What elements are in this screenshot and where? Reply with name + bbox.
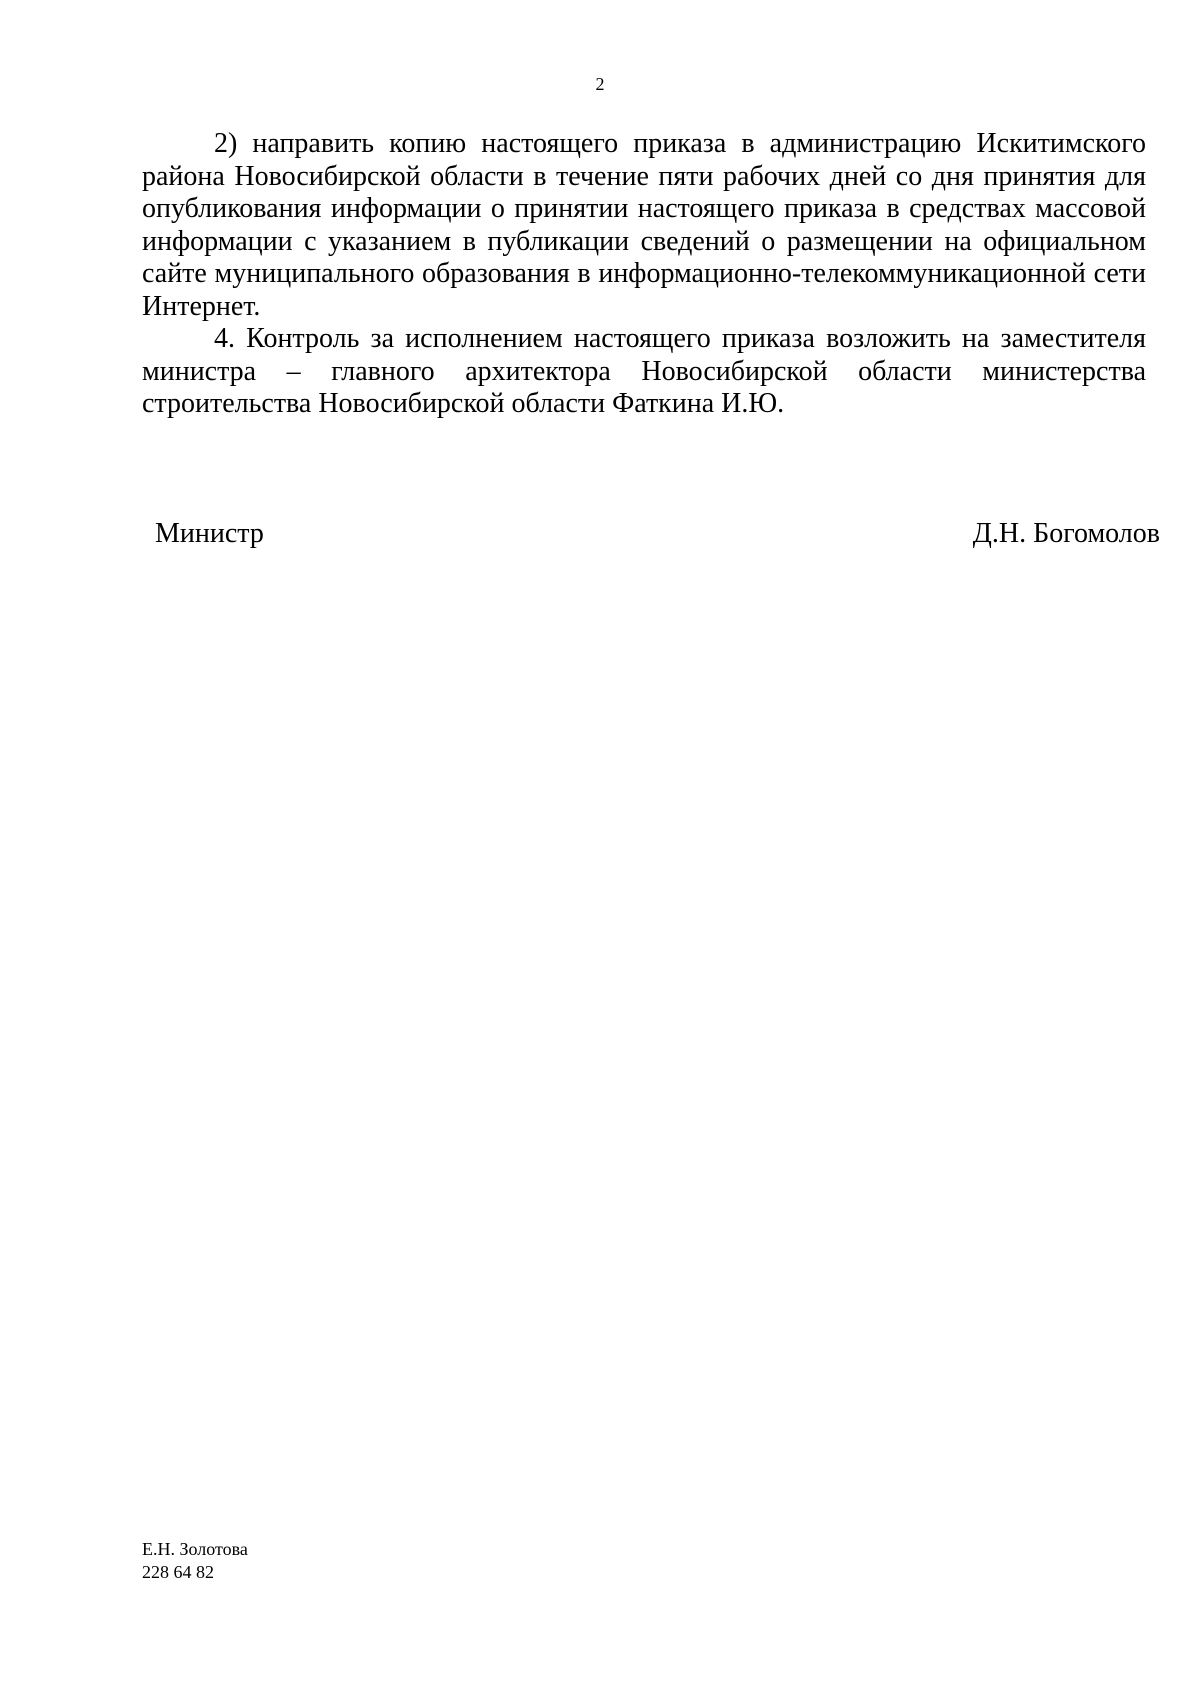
page-number: 2 — [595, 74, 605, 94]
paragraph-item-2: 2) направить копию настоящего приказа в администрацию Искитимского района Новосибирской области в течение пяти рабочих дней со дня принятия для опубликования информации о принятии настоящего приказа в средствах массовой информации с указанием в публикации сведений о размещении на официальном сайте муниципального образования в информационно-телекоммуникационной сети Интернет. — [142, 128, 1146, 322]
document-body — [142, 128, 1146, 421]
paragraph-item-4: 4. Контроль за исполнением настоящего приказа возложить на заместителя министра – главного архитектора Новосибирской области министерства строительства Новосибирской области Фаткина И.Ю. — [142, 323, 1146, 419]
signature-name: Д.Н. Богомолов — [972, 518, 1160, 549]
executor-name: Е.Н. Золотова — [142, 1539, 248, 1559]
signature-title: Министр — [155, 518, 264, 549]
executor-block — [142, 1538, 248, 1584]
executor-phone: 228 64 82 — [142, 1562, 214, 1582]
